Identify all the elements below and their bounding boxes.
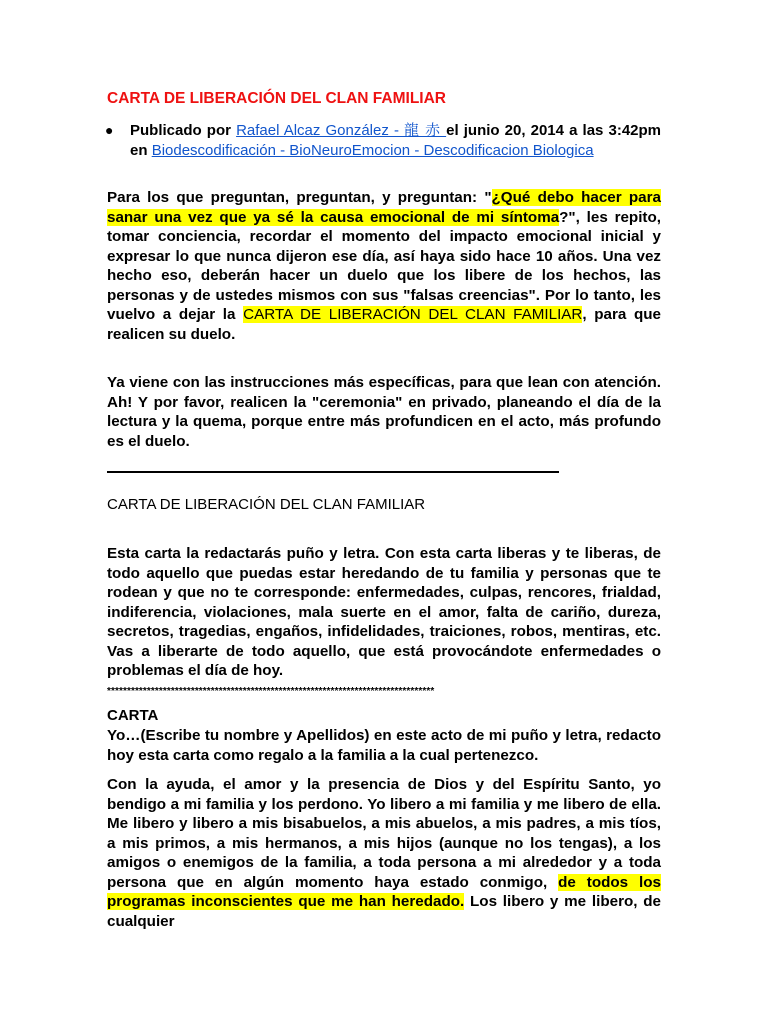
intro-text-c: , para que realicen su duelo. bbox=[107, 306, 661, 343]
intro-paragraph-1 bbox=[107, 188, 661, 344]
carta-paragraph-1: Yo…(Escribe tu nombre y Apellidos) en este acto de mi puño y letra, redacto hoy esta carta como regalo a la familia a la cual pertenezco. bbox=[107, 727, 661, 764]
section-title: CARTA DE LIBERACIÓN DEL CLAN FAMILIAR bbox=[107, 496, 426, 513]
horizontal-rule bbox=[107, 471, 559, 473]
intro-text-b: ?", les repito, tomar conciencia, recordar el momento del impacto emocional inicial y expresar lo que nunca dijeron ese día, así haya sido hace 10 años. Una vez hecho eso, deberán hacer un duelo que los libere de los hechos, las personas y de ustedes mismos con sus "falsas creencias". Por lo tanto, les vuelvo a dejar la bbox=[107, 208, 661, 323]
document-title: CARTA DE LIBERACIÓN DEL CLAN FAMILIAR bbox=[107, 90, 446, 107]
carta-text-a: Con la ayuda, el amor y la presencia de Dios y del Espíritu Santo, yo bendigo a mi familia y los perdono. Yo libero a mi familia y me libero de ella. Me libero y libero a mis bisabuelos, a mis abuelos, a mis padres, a mis tíos, a mis primos, a mis hermanos, a mis hijos (aunque no los tengas), a los amigos o enemigos de la familia, a toda persona a mi alrededor y a toda persona que en algún momento haya estado conmigo, bbox=[107, 776, 661, 891]
category-link[interactable]: Biodescodificación - BioNeuroEmocion - Descodificacion Biologica bbox=[151, 141, 594, 159]
separator-stars: ********************************************************************************** bbox=[107, 686, 435, 697]
carta-heading: CARTA bbox=[107, 707, 159, 724]
intro-highlight-title: CARTA DE LIBERACIÓN DEL CLAN FAMILIAR bbox=[243, 306, 583, 323]
intro-highlight-question: ¿Qué debo hacer para sanar una vez que ya sé la causa emocional de mi síntoma bbox=[107, 189, 661, 226]
carta-text-b: Los libero y me libero, de cualquier bbox=[107, 893, 661, 930]
carta-paragraph-2 bbox=[107, 775, 661, 931]
intro-text-a: Para los que preguntan, preguntan, y preguntan: " bbox=[107, 189, 492, 206]
carta-highlight: de todos los programas inconscientes que me han heredado. bbox=[107, 873, 661, 910]
post-meta bbox=[105, 121, 662, 160]
bullet-icon: ● bbox=[105, 122, 114, 138]
post-date: el junio 20, 2014 a las 3:42pm en bbox=[130, 122, 662, 159]
published-by-label: Publicado por bbox=[130, 122, 231, 139]
section-body: Esta carta la redactarás puño y letra. Con esta carta liberas y te liberas, de todo aquello que puedas estar heredando de tu familia y personas que te rodean y que no te corresponde: enfermedades, culpas, rencores, frialdad, indiferencia, violaciones, mala suerte en el amor, falta de cariño, dureza, secretos, tragedias, engaños, infidelidades, traiciones, robos, mentiras, etc. Vas a liberarte de todo aquello, que está provocándote enfermedades o problemas el día de hoy. bbox=[107, 545, 661, 679]
author-link[interactable]: Rafael Alcaz González - 龍 赤 bbox=[236, 122, 447, 139]
intro-paragraph-2: Ya viene con las instrucciones más específicas, para que lean con atención. Ah! Y por favor, realicen la "ceremonia" en privado, planeando el día de la lectura y la quema, porque entre más profundicen en el acto, más profundo es el duelo. bbox=[107, 374, 661, 450]
